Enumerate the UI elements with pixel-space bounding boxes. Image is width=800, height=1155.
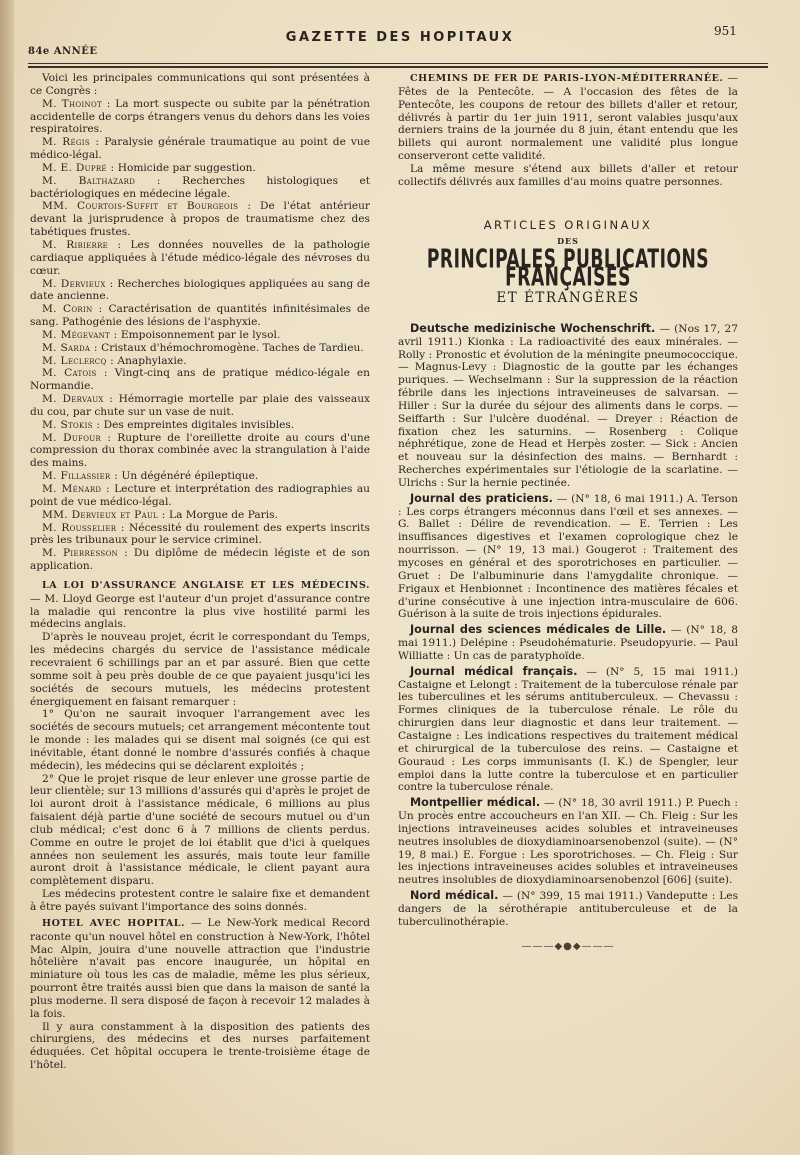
communication-item: M. Ménard : Lecture et interprétation des radiographies au point de vue médico-légal.: [30, 483, 370, 508]
author-name: M. Corin :: [42, 303, 103, 316]
page-number: 951: [714, 24, 737, 38]
author-name: M. Leclercq :: [42, 354, 115, 367]
left-column: [30, 72, 370, 1072]
journal-entry: Journal des praticiens. — (N° 18, 6 mai 1911.) A. Terson : Les corps étrangers méconnus dans l'œil et ses annexes. — G. Ballet : Délire de revendication. — E. Terrien : Les insuffisances digestives et l'examen coprologique chez le nourrisson. — (N° 19, 13 mai.) Gougerot : Traitement des mycoses en général et des sporotrichoses en particulier. — Gruet : De l'albuminurie dans l'amygdalite chronique. — Frigaux et Henbionnet : Incontinence des matières fécales et d'urine consécutive à une injection intra-musculaire de 606. Guérison à la suite de trois injections épidurales.: [398, 491, 738, 621]
communication-item: M. Rousselier : Nécessité du roulement des experts inscrits près les tribunaux pour le service criminel.: [30, 521, 370, 547]
author-name: M. Catois :: [42, 367, 108, 380]
author-name: M. Balthazard :: [42, 174, 161, 187]
author-name: M. Régis :: [42, 136, 100, 149]
article-heading: HOTEL AVEC HOPITAL.: [42, 917, 185, 929]
journal-name: Montpellier médical.: [410, 796, 541, 810]
communication-item: M. Balthazard : Recherches histologiques et bactériologiques en médecine légale.: [30, 174, 370, 200]
header-rule-thick: [28, 66, 768, 68]
author-name: M. Pierresson :: [42, 547, 129, 560]
article-insurance: LA LOI D'ASSURANCE ANGLAISE ET LES MÉDECINS. — M. Lloyd George est l'auteur d'un projet d'assurance contre la maladie qui rencontre la plus vive hostilité parmi les médecins anglais.: [30, 579, 370, 631]
author-name: MM. Dervieux et Paul :: [42, 508, 166, 521]
communication-item: M. Catois : Vingt-cinq ans de pratique médico-légale en Normandie.: [30, 367, 370, 393]
journal-name: Journal des praticiens.: [410, 491, 553, 505]
author-name: M. E. Dupré :: [42, 161, 115, 174]
paragraph: Les médecins protestent contre le salaire fixe et demandent à être payés suivant l'importance des soins donnés.: [30, 888, 370, 913]
journal-name: Journal médical français.: [410, 664, 578, 678]
author-name: M. Dufour :: [42, 431, 112, 444]
communication-item: M. Thoinot : La mort suspecte ou subite par la pénétration accidentelle de corps étrangers venus du dehors dans les voies respiratoires.: [30, 97, 370, 136]
right-column: [398, 72, 738, 953]
author-name: M. Rousselier :: [42, 521, 125, 534]
author-name: M. Ribierre :: [42, 238, 122, 251]
author-name: M. Fillassier :: [42, 470, 119, 483]
author-name: M. Sarda :: [42, 341, 98, 354]
section-connector: DES: [557, 236, 579, 247]
communication-item: M. Fillassier : Un dégénéré épileptique.: [42, 470, 259, 483]
communication-item: M. Dervieux : Recherches biologiques appliquées au sang de date ancienne.: [30, 277, 370, 303]
communication-item: M. Corin : Caractérisation de quantités infinitésimales de sang. Pathogénie des lésions de l'asphyxie.: [30, 303, 371, 329]
author-name: M. Thoinot :: [42, 97, 111, 110]
author-name: M. Ménard :: [42, 483, 110, 495]
paragraph: Voici les principales communications qui sont présentées à ce Congrès :: [30, 72, 370, 97]
section-subtitle: ET ÉTRANGÈRES: [496, 289, 640, 306]
paragraph: 1° Qu'on ne saurait invoquer l'arrangement avec les sociétés de secours mutuels; cet arrangement mécontente tout le monde : les malades qui se disent mal soignés (ce qui est inévitable, étant donné le nombre d'assurés confiés à chaque médecin), les médecins qui se déclarent exploités ;: [30, 708, 370, 772]
paragraph: Il y aura constamment à la disposition des patients des chirurgiens, des médecins et des nurses parfaitement éduquées. Cet hôpital occupera le trente-troisième étage de l'hôtel.: [30, 1020, 370, 1072]
paragraph: 2° Que le projet risque de leur enlever une grosse partie de leur clientèle; sur 13 millions d'assurés qui d'après le projet de loi auront droit à l'assistance médicale, 6 millions au plus faisaient déjà partie d'une société de secours mutuel ou d'un club médical; c'est donc 6 à 7 millions de clients perdus. Comme en outre le projet de loi établit que d'ici à quelques années non seulement les assurés, mais toute leur famille auront droit à l'assistance médicale, le client payant aura complètement disparu.: [30, 772, 370, 888]
communication-item: M. Mégevant : Empoisonnement par le lysol.: [42, 328, 281, 341]
article-hotel: HOTEL AVEC HOPITAL. — Le New-York medical Record raconte qu'un nouvel hôtel en construction à New-York, l'hôtel Mac Alpin, jouira d'une nouvelle attraction que l'industrie hôtelière n'avait pas encore inaugurée, un hôpital en miniature où tous les cas de maladie, même les plus sérieux, pourront être traités aussi bien que dans la maison de santé la plus moderne. Il sera disposé de façon à recevoir 12 malades à la fois.: [30, 916, 371, 1020]
journal-name: Deutsche medizinische Wochenschrift.: [410, 321, 656, 335]
binding-spine: [0, 0, 14, 1155]
journal-entry: Montpellier médical. — (N° 18, 30 avril 1911.) P. Puech : Un procès entre accoucheurs en l'an XII. — Ch. Fleig : Sur les injections intraveineuses acides solubles et intraveineuses neutres insolubles de dioxydiaminoarsenobenzol (suite). — (N° 19, 8 mai.) E. Forgue : Les sporotrichoses. — Ch. Fleig : Sur les injections intraveineuses acides solubles et intraveineuses neutres insolubles de dioxydiaminoarsenobenzol [606] (suite).: [398, 796, 738, 887]
journal-name: Journal des sciences médicales de Lille.: [410, 623, 667, 637]
communication-item: M. Régis : Paralysie générale traumatique au point de vue médico-légal.: [30, 136, 370, 162]
author-name: M. Stokis :: [42, 418, 101, 431]
section-kicker: ARTICLES ORIGINAUX: [483, 217, 653, 232]
journal-entry: Journal médical français. — (N° 5, 15 mai 1911.) Castaigne et Lelongt : Traitement de la tuberculose rénale par les tuberculines et les sérums antituberculeux. — Chevassu : Formes cliniques de la tuberculose rénale. Le rôle du chirurgien dans leur diagnostic et dans leur traitement. — Castaigne : Les indications respectives du traitement médical et chirurgical de la tuberculose des reins. — Castaigne et Gouraud : Les corps immunisants (I. K.) de Spengler, leur emploi dans la lutte contre la tuberculose et en particulier contre la tuberculose rénale.: [398, 664, 738, 794]
journal-name: Nord médical.: [410, 889, 499, 903]
communication-item: M. Ribierre : Les données nouvelles de la pathologie cardiaque appliquées à l'étude médico-légale des névroses du cœur.: [30, 238, 370, 277]
communication-item: MM. Courtois-Suffit et Bourgeois : De l'état antérieur devant la jurisprudence à propos de traumatisme chez des tabétiques frustes.: [30, 200, 370, 239]
journal-entry: Nord médical. — (N° 399, 15 mai 1911.) Vandeputte : Les dangers de la sérothérapie antituberculeuse et de la tuberculinothérapie.: [398, 889, 739, 928]
article-heading: LA LOI D'ASSURANCE ANGLAISE ET LES MÉDECINS.: [42, 579, 370, 591]
paragraph: D'après le nouveau projet, écrit le correspondant du Temps, les médecins chargés du service de l'assistance médicale recevraient 6 schillings par an et par assuré. Bien que cette somme soit à peu près double de ce que payaient jusqu'ici les sociétés de secours mutuels, les médecins protestent énergiquement en faisant remarquer :: [30, 631, 370, 708]
author-name: M. Dervaux :: [42, 393, 114, 406]
communication-item: M. Stokis : Des empreintes digitales invisibles.: [42, 418, 295, 431]
communication-item: MM. Dervieux et Paul : La Morgue de Paris.: [42, 508, 278, 521]
communication-item: M. Pierresson : Du diplôme de médecin légiste et de son application.: [30, 547, 370, 573]
article-railway: CHEMINS DE FER DE PARIS-LYON-MÉDITERRANÉE. — Fêtes de la Pentecôte. — A l'occasion des fêtes de la Pentecôte, les coupons de retour des billets d'aller et retour, délivrés à partir du 1er juin 1911, seront valables jusqu'aux derniers trains de la journée du 8 juin, étant entendu que les billets qui auront normalement une validité plus longue conserveront cette validité.: [398, 72, 738, 163]
paragraph: La même mesure s'étend aux billets d'aller et retour collectifs délivrés aux familles d'au moins quatre personnes.: [398, 162, 738, 188]
communication-item: M. Dufour : Rupture de l'oreillette droite au cours d'une compression du thorax combinée avec la strangulation à l'aide des mains.: [30, 431, 370, 470]
section-end-ornament: ———◆●◆———: [521, 940, 615, 952]
section-title: PRINCIPALES PUBLICATIONS FRANÇAISES: [426, 245, 710, 293]
communication-item: M. Sarda : Cristaux d'hémochromogène. Taches de Tardieu.: [42, 341, 364, 354]
author-name: MM. Courtois-Suffit et Bourgeois :: [42, 200, 252, 213]
journal-entry: Deutsche medizinische Wochenschrift. — (Nos 17, 27 avril 1911.) Kionka : La radioactivité des eaux minérales. — Rolly : Pronostic et évolution de la méningite pneumococcique. — Magnus-Levy : Diagnostic de la goutte par les échanges puriques. — Wechselmann : Sur la suppression de la réaction fébrile dans les injections intraveineuses de salvarsan. — Hiller : Sur la durée du séjour des aliments dans le corps. — Seiffarth : Sur l'ulcère duodénal. — Dreyer : Réaction de fixation chez les saturnins. — Rosenberg : Colique néphrétique, zone de Head et Herpès zoster. — Sick : Ancien et nouveau sur la désinfection des mains. — Bernhardt : Recherches expérimentales sur l'étiologie de la scarlatine. — Ulrichs : Sur la hernie pectinée.: [398, 321, 738, 489]
author-name: M. Dervieux :: [42, 277, 114, 290]
section-header: [398, 219, 738, 305]
communication-item: M. E. Dupré : Homicide par suggestion.: [42, 161, 256, 174]
journal-entry: Journal des sciences médicales de Lille. — (N° 18, 8 mai 1911.) Delépine : Pseudohématurie. Pseudopyurie. — Paul Williatte : Un cas de paratyphoïde.: [398, 623, 738, 662]
communication-item: M. Leclercq : Anaphylaxie.: [42, 354, 187, 367]
communication-item: M. Dervaux : Hémorragie mortelle par plaie des vaisseaux du cou, par chute sur un vase de nuit.: [30, 393, 370, 418]
header-rule: [28, 63, 768, 64]
page-header-title: GAZETTE DES HOPITAUX: [285, 30, 515, 45]
article-heading: CHEMINS DE FER DE PARIS-LYON-MÉDITERRANÉE.: [410, 73, 724, 84]
page-header-year: 84e ANNÉE: [28, 46, 98, 57]
author-name: M. Mégevant :: [42, 328, 118, 341]
